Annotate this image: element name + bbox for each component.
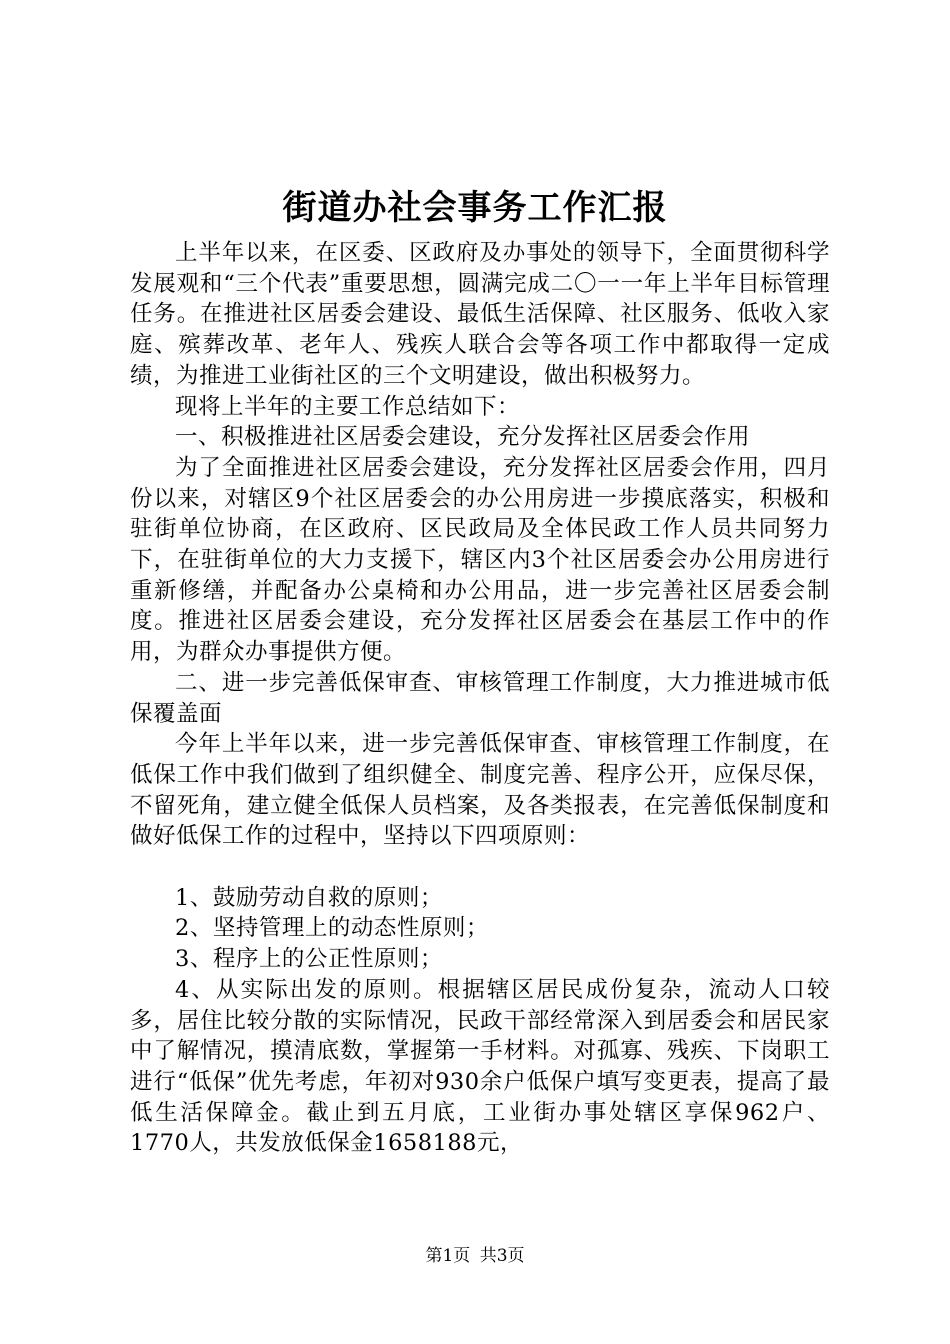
document-title: 街道办社会事务工作汇报 bbox=[282, 188, 668, 228]
paragraph-intro: 上半年以来，在区委、区政府及办事处的领导下，全面贯彻科学发展观和“三个代表”重要思想，圆满完成二〇一一年上半年目标管理任务。在推进社区居委会建设、最低生活保障、社区服务、低收入家庭、殡葬改革、老年人、残疾人联合会等各项工作中都取得一定成绩，为推进工业街社区的三个文明建设，做出积极努力。 bbox=[130, 240, 830, 389]
section-heading-2: 二、进一步完善低保审查、审核管理工作制度，大力推进城市低保覆盖面 bbox=[130, 669, 830, 727]
paragraph-section-2: 今年上半年以来，进一步完善低保审查、审核管理工作制度，在低保工作中我们做到了组织健全、制度完善、程序公开，应保尽保，不留死角，建立健全低保人员档案，及各类报表，在完善低保制度和做好低保工作的过程中，坚持以下四项原则： bbox=[130, 731, 830, 850]
principle-item-2: 2、坚持管理上的动态性原则； bbox=[175, 915, 489, 942]
page-footer: 第1页 共3页 bbox=[425, 1246, 525, 1266]
section-heading-1: 一、积极推进社区居委会建设，充分发挥社区居委会作用 bbox=[175, 424, 751, 451]
principle-item-4: 4、从实际出发的原则。根据辖区居民成份复杂，流动人口较多，居住比较分散的实际情况，民政干部经常深入到居委会和居民家中了解情况，摸清底数，掌握第一手材料。对孤寡、残疾、下岗职工进行“低保”优先考虑，年初对930余户低保户填写变更表，提高了最低生活保障金。截止到五月底，工业街办事处辖区享保962户、1770人，共发放低保金1658188元， bbox=[130, 976, 830, 1157]
principle-item-1: 1、鼓励劳动自救的原则； bbox=[175, 884, 443, 911]
paragraph-summary-lead: 现将上半年的主要工作总结如下： bbox=[175, 393, 521, 420]
paragraph-section-1: 为了全面推进社区居委会建设，充分发挥社区居委会作用，四月份以来，对辖区9个社区居委会的办公用房进一步摸底落实，积极和驻街单位协商，在区政府、区民政局及全体民政工作人员共同努力下，在驻街单位的大力支援下，辖区内3个社区居委会办公用房进行重新修缮，并配备办公桌椅和办公用品，进一步完善社区居委会制度。推进社区居委会建设，充分发挥社区居委会在基层工作中的作用，为群众办事提供方便。 bbox=[130, 454, 830, 666]
principle-item-3: 3、程序上的公正性原则； bbox=[175, 946, 443, 973]
document-body bbox=[130, 238, 830, 1159]
